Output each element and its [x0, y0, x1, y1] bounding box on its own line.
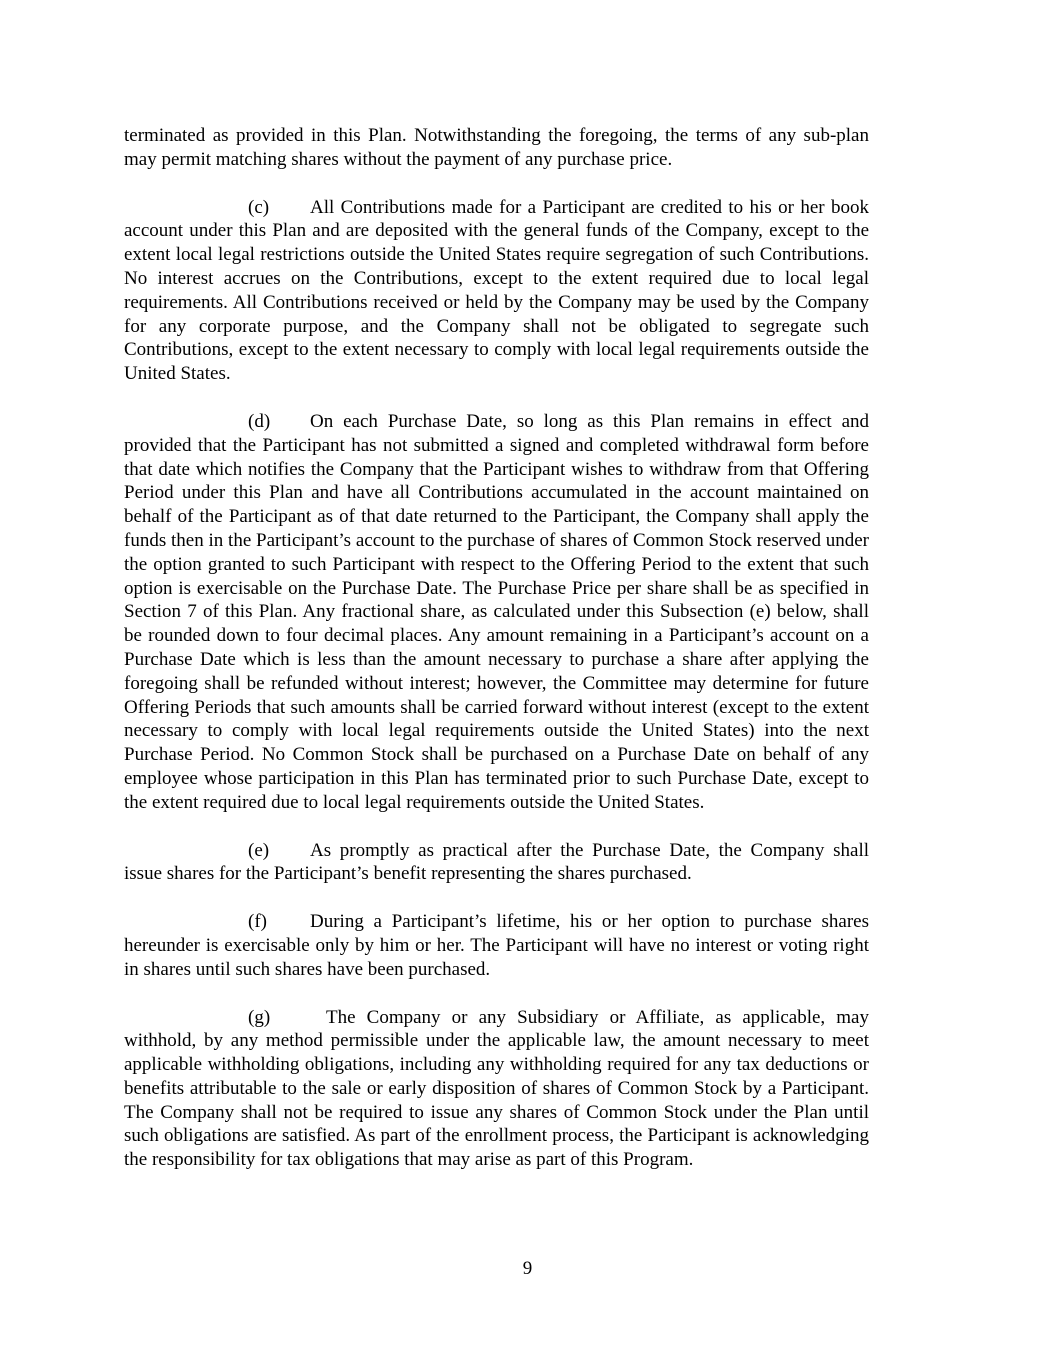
- paragraph-f: [124, 910, 869, 981]
- paragraph-label: (g): [248, 1006, 271, 1028]
- paragraph-text: The Company or any Subsidiary or Affiliate, as applicable, may withhold, by any method permissible under the applicable law, the amount necessary to meet applicable withholding obligations, including any withholding required for any tax deductions or benefits attributable to the sale or early disposition of shares of Common Stock by a Participant. The Company shall not be required to issue any shares of Common Stock under the Plan until such obligations are satisfied. As part of the enrollment process, the Participant is acknowledging the responsibility for tax obligations that may arise as part of this Program.: [124, 1006, 869, 1171]
- paragraph-d: [124, 410, 869, 815]
- paragraph-continuation: [124, 124, 869, 172]
- paragraph-text: All Contributions made for a Participant are credited to his or her book account under this Plan and are deposited with the general funds of the Company, except to the extent local legal restrictions outside the United States require segregation of such Contributions. No interest accrues on the Contributions, except to the extent required due to local legal requirements. All Contributions received or held by the Company may be used by the Company for any corporate purpose, and the Company shall not be obligated to segregate such Contributions, except to the extent necessary to comply with local legal requirements outside the United States.: [124, 196, 869, 385]
- paragraph-text: During a Participant’s lifetime, his or her option to purchase shares hereunder is exercisable only by him or her. The Participant will have no interest or voting right in shares until such shares have been purchased.: [124, 911, 869, 980]
- paragraph-g: [124, 1006, 869, 1173]
- paragraph-label: (c): [248, 196, 270, 218]
- paragraph-e: [124, 839, 869, 887]
- page-number: 9: [522, 1258, 533, 1279]
- document-body: [124, 124, 869, 1196]
- paragraph-label: (d): [248, 410, 271, 432]
- paragraph-text: On each Purchase Date, so long as this Plan remains in effect and provided that the Participant has not submitted a signed and completed withdrawal form before that date which notifies the Company that the Participant wishes to withdraw from that Offering Period under this Plan and have all Contributions accumulated in the account maintained on behalf of the Participant as of that date returned to the Participant, the Company shall apply the funds then in the Participant’s account to the purchase of shares of Common Stock reserved under the option granted to such Participant with respect to the Offering Period to the extent that such option is exercisable on the Purchase Date. The Purchase Price per share shall be as specified in Section 7 of this Plan. Any fractional share, as calculated under this Subsection (e) below, shall be rounded down to four decimal places. Any amount remaining in a Participant’s account on a Purchase Date which is less than the amount necessary to purchase a share after applying the foregoing shall be refunded without interest; however, the Committee may determine for future Offering Periods that such amounts shall be carried forward without interest (except to the extent necessary to comply with local legal requirements outside the United States) into the next Purchase Period. No Common Stock shall be purchased on a Purchase Date on behalf of any employee whose participation in this Plan has terminated prior to such Purchase Date, except to the extent required due to local legal requirements outside the United States.: [124, 410, 869, 813]
- paragraph-text: terminated as provided in this Plan. Notwithstanding the foregoing, the terms of any sub-plan may permit matching shares without the payment of any purchase price.: [124, 125, 869, 170]
- paragraph-text: As promptly as practical after the Purchase Date, the Company shall issue shares for the Participant’s benefit representing the shares purchased.: [124, 839, 869, 885]
- paragraph-label: (e): [248, 839, 270, 861]
- paragraph-c: [124, 196, 869, 386]
- paragraph-label: (f): [248, 911, 267, 933]
